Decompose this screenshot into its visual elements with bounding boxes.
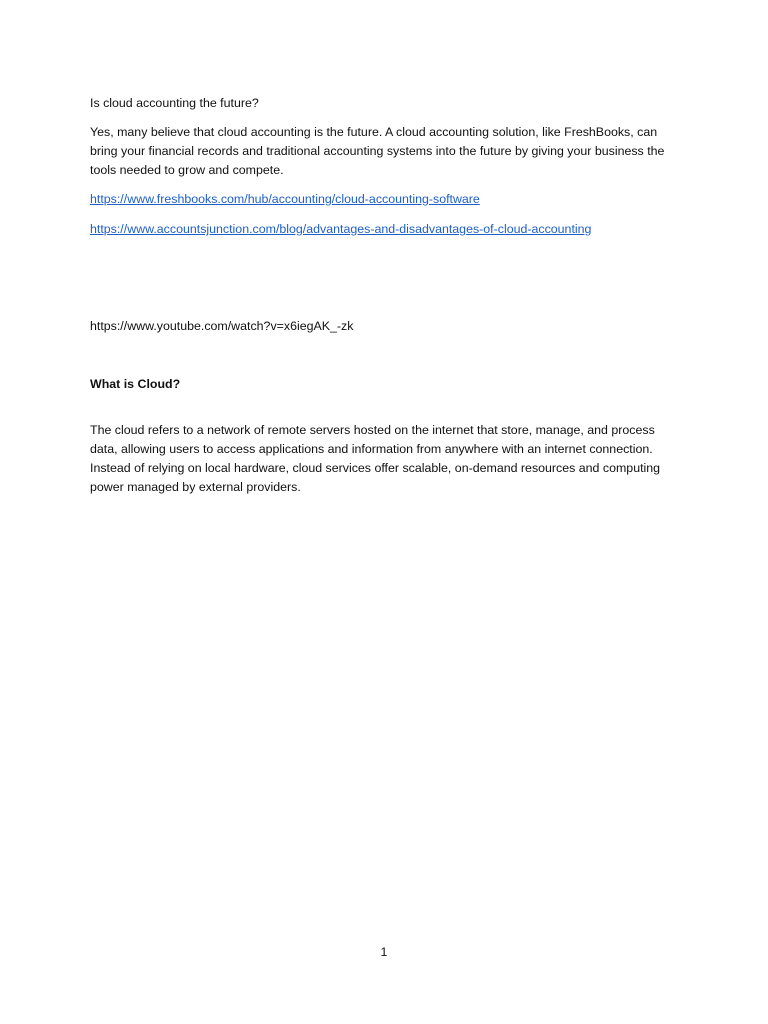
intro-section: [90, 94, 680, 239]
page-number: 1: [380, 945, 388, 959]
question-text: Is cloud accounting the future?: [90, 96, 259, 110]
cloud-definition-paragraph: The cloud refers to a network of remote servers hosted on the internet that store, manage, and process data, allowing users to access applications and information from anywhere with an internet connection. Instead of relying on local hardware, cloud services offer scalable, on-demand resources and computing power managed by external providers.: [90, 423, 661, 494]
youtube-url-text: https://www.youtube.com/watch?v=x6iegAK_-zk: [90, 319, 354, 334]
section-heading: What is Cloud?: [90, 377, 181, 392]
freshbooks-link[interactable]: https://www.freshbooks.com/hub/accounting/cloud-accounting-software: [90, 192, 480, 206]
answer-paragraph: Yes, many believe that cloud accounting is the future. A cloud accounting solution, like FreshBooks, can bring your financial records and traditional accounting systems into the future by giving your business the tools needed to grow and compete.: [90, 125, 665, 177]
accountsjunction-link[interactable]: https://www.accountsjunction.com/blog/advantages-and-disadvantages-of-cloud-accounting: [90, 222, 592, 236]
